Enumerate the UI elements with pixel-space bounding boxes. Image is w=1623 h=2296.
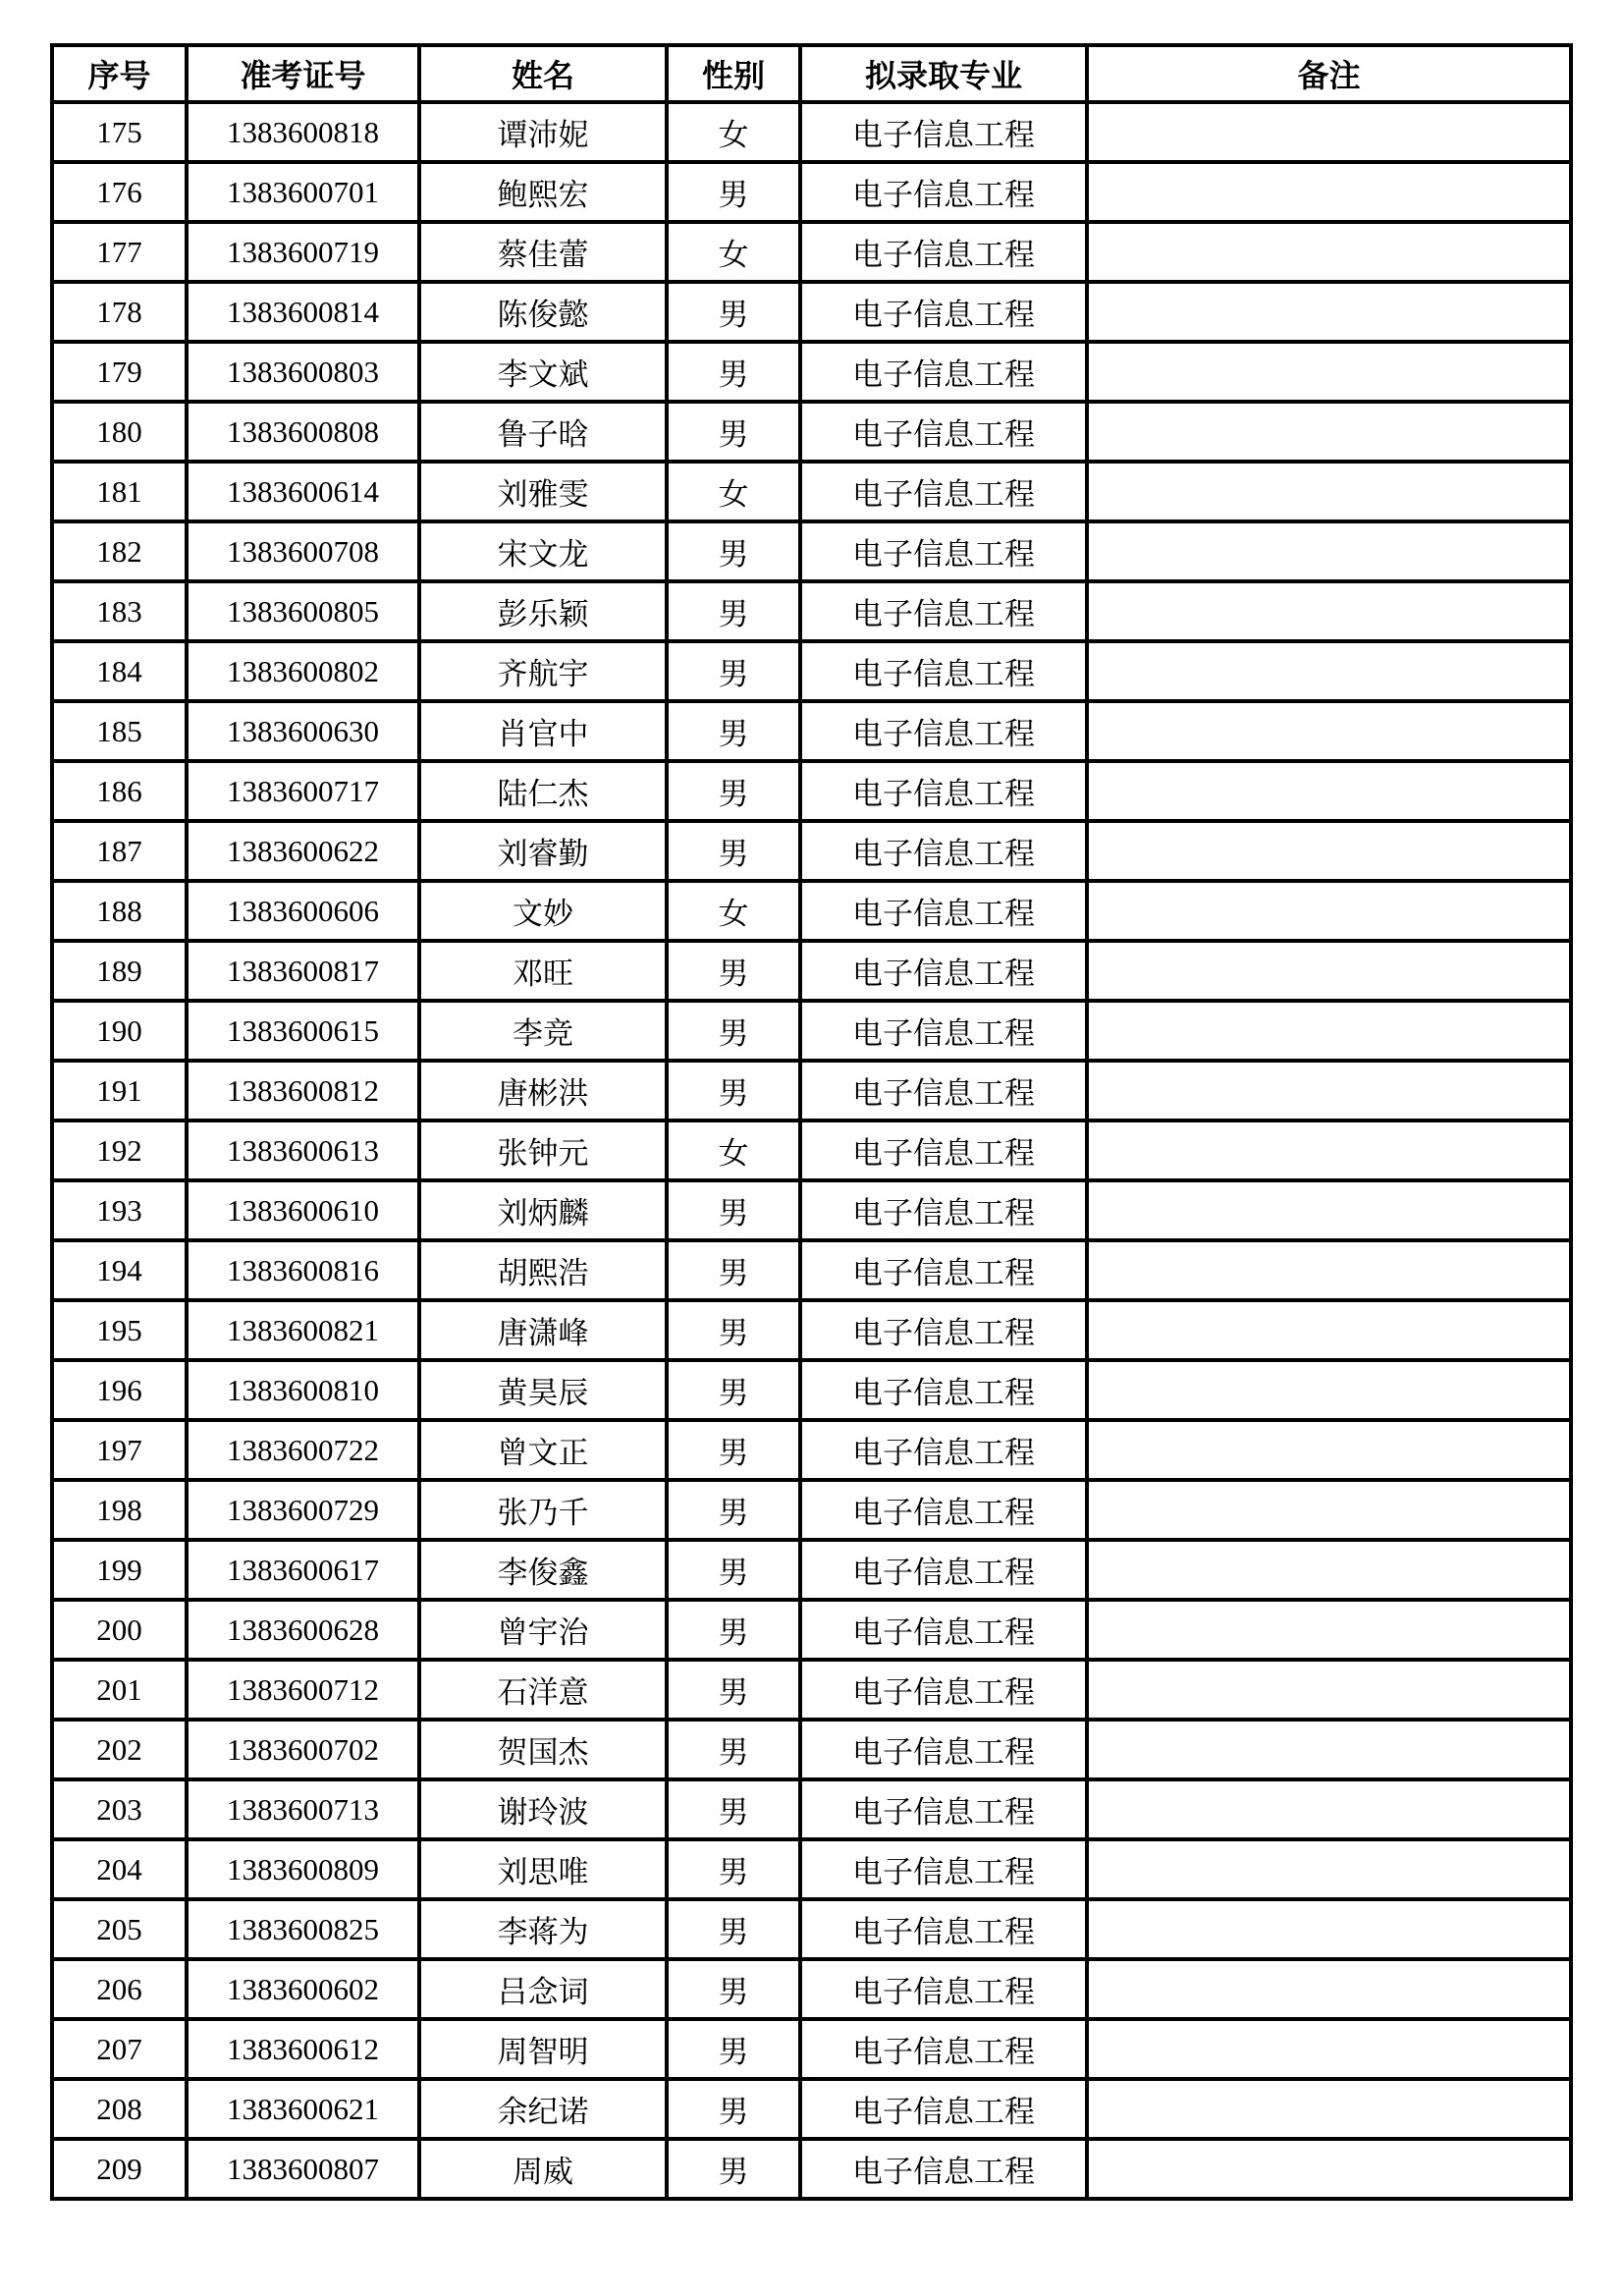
table-cell: 电子信息工程 — [800, 1180, 1087, 1240]
table-cell: 207 — [52, 2019, 187, 2079]
table-cell: 电子信息工程 — [800, 1660, 1087, 1720]
table-cell: 电子信息工程 — [800, 1720, 1087, 1779]
table-cell: 电子信息工程 — [800, 581, 1087, 641]
table-cell — [1087, 521, 1571, 581]
table-cell: 1383600810 — [187, 1360, 419, 1420]
table-cell: 男 — [667, 641, 800, 701]
table-cell: 198 — [52, 1480, 187, 1540]
table-cell: 男 — [667, 1061, 800, 1121]
table-cell: 电子信息工程 — [800, 1001, 1087, 1061]
table-cell: 周智明 — [419, 2019, 667, 2079]
table-cell: 电子信息工程 — [800, 342, 1087, 402]
table-row — [52, 402, 1571, 462]
table-cell: 183 — [52, 581, 187, 641]
table-cell — [1087, 581, 1571, 641]
table-cell: 电子信息工程 — [800, 2019, 1087, 2079]
table-cell — [1087, 941, 1571, 1001]
table-cell: 电子信息工程 — [800, 1480, 1087, 1540]
table-cell: 177 — [52, 222, 187, 282]
table-cell: 204 — [52, 1839, 187, 1899]
table-cell: 齐航宇 — [419, 641, 667, 701]
table-cell: 刘睿勤 — [419, 821, 667, 881]
table-cell: 电子信息工程 — [800, 1779, 1087, 1839]
table-row — [52, 1420, 1571, 1480]
table-cell: 189 — [52, 941, 187, 1001]
table-cell: 195 — [52, 1300, 187, 1360]
table-cell: 谭沛妮 — [419, 102, 667, 162]
table-row — [52, 641, 1571, 701]
table-cell: 1383600808 — [187, 402, 419, 462]
table-cell: 男 — [667, 1779, 800, 1839]
table-cell: 194 — [52, 1240, 187, 1300]
table-cell: 1383600719 — [187, 222, 419, 282]
table-cell: 1383600816 — [187, 1240, 419, 1300]
table-cell: 男 — [667, 2019, 800, 2079]
column-header-gender: 性别 — [667, 45, 800, 102]
table-cell: 电子信息工程 — [800, 1240, 1087, 1300]
table-cell: 男 — [667, 2139, 800, 2199]
table-row — [52, 881, 1571, 941]
table-cell: 男 — [667, 1001, 800, 1061]
table-cell: 1383600717 — [187, 761, 419, 821]
table-cell: 1383600602 — [187, 1959, 419, 2019]
table-cell: 205 — [52, 1899, 187, 1959]
table-cell: 男 — [667, 821, 800, 881]
table-row — [52, 102, 1571, 162]
table-cell — [1087, 162, 1571, 222]
table-cell: 1383600617 — [187, 1540, 419, 1600]
table-cell: 石洋意 — [419, 1660, 667, 1720]
table-cell: 男 — [667, 1180, 800, 1240]
table-cell — [1087, 1600, 1571, 1660]
table-row — [52, 1300, 1571, 1360]
table-cell: 胡熙浩 — [419, 1240, 667, 1300]
table-cell: 谢玲波 — [419, 1779, 667, 1839]
table-cell: 184 — [52, 641, 187, 701]
table-row — [52, 1660, 1571, 1720]
table-row — [52, 1001, 1571, 1061]
table-cell: 男 — [667, 402, 800, 462]
table-cell: 男 — [667, 1959, 800, 2019]
table-cell — [1087, 1001, 1571, 1061]
table-row — [52, 1540, 1571, 1600]
table-cell: 1383600818 — [187, 102, 419, 162]
table-row — [52, 1899, 1571, 1959]
table-cell — [1087, 2079, 1571, 2139]
table-cell: 175 — [52, 102, 187, 162]
table-row — [52, 821, 1571, 881]
table-cell: 193 — [52, 1180, 187, 1240]
table-row — [52, 521, 1571, 581]
table-cell: 1383600606 — [187, 881, 419, 941]
table-cell: 200 — [52, 1600, 187, 1660]
table-cell: 电子信息工程 — [800, 1061, 1087, 1121]
table-cell: 电子信息工程 — [800, 1959, 1087, 2019]
table-row — [52, 761, 1571, 821]
table-cell: 邓旺 — [419, 941, 667, 1001]
table-cell — [1087, 1180, 1571, 1240]
table-cell — [1087, 402, 1571, 462]
table-row — [52, 1360, 1571, 1420]
table-cell: 女 — [667, 462, 800, 521]
table-cell — [1087, 1121, 1571, 1180]
table-cell: 余纪诺 — [419, 2079, 667, 2139]
table-row — [52, 282, 1571, 342]
table-row — [52, 1240, 1571, 1300]
table-body — [52, 102, 1571, 2199]
table-cell: 1383600610 — [187, 1180, 419, 1240]
table-cell — [1087, 282, 1571, 342]
table-cell: 176 — [52, 162, 187, 222]
table-cell — [1087, 1540, 1571, 1600]
table-cell — [1087, 1300, 1571, 1360]
table-cell: 女 — [667, 881, 800, 941]
table-cell: 张钟元 — [419, 1121, 667, 1180]
table-row — [52, 1839, 1571, 1899]
table-cell — [1087, 761, 1571, 821]
table-row — [52, 162, 1571, 222]
table-cell: 1383600805 — [187, 581, 419, 641]
table-cell: 女 — [667, 1121, 800, 1180]
table-row — [52, 1180, 1571, 1240]
table-cell: 1383600712 — [187, 1660, 419, 1720]
table-cell: 202 — [52, 1720, 187, 1779]
table-cell: 男 — [667, 1899, 800, 1959]
table-cell — [1087, 2139, 1571, 2199]
table-cell: 1383600613 — [187, 1121, 419, 1180]
table-cell: 男 — [667, 282, 800, 342]
table-cell: 男 — [667, 1720, 800, 1779]
table-cell: 188 — [52, 881, 187, 941]
table-cell: 电子信息工程 — [800, 701, 1087, 761]
table-cell: 1383600701 — [187, 162, 419, 222]
table-cell: 曾宇治 — [419, 1600, 667, 1660]
table-row — [52, 941, 1571, 1001]
table-cell — [1087, 2019, 1571, 2079]
table-cell: 唐潇峰 — [419, 1300, 667, 1360]
table-cell: 电子信息工程 — [800, 402, 1087, 462]
table-cell: 李俊鑫 — [419, 1540, 667, 1600]
table-cell: 1383600814 — [187, 282, 419, 342]
table-cell: 男 — [667, 1360, 800, 1420]
table-cell: 鲍熙宏 — [419, 162, 667, 222]
table-cell: 178 — [52, 282, 187, 342]
table-cell: 电子信息工程 — [800, 941, 1087, 1001]
table-cell: 贺国杰 — [419, 1720, 667, 1779]
table-cell — [1087, 701, 1571, 761]
table-cell: 电子信息工程 — [800, 2139, 1087, 2199]
table-cell: 电子信息工程 — [800, 282, 1087, 342]
table-cell: 1383600817 — [187, 941, 419, 1001]
table-cell: 刘思唯 — [419, 1839, 667, 1899]
table-cell: 1383600628 — [187, 1600, 419, 1660]
table-cell: 彭乐颖 — [419, 581, 667, 641]
table-cell — [1087, 881, 1571, 941]
column-header-proposed-major: 拟录取专业 — [800, 45, 1087, 102]
table-cell: 男 — [667, 581, 800, 641]
table-cell: 男 — [667, 1540, 800, 1600]
table-cell: 吕念词 — [419, 1959, 667, 2019]
table-cell: 男 — [667, 521, 800, 581]
column-header-remarks: 备注 — [1087, 45, 1571, 102]
table-cell: 电子信息工程 — [800, 2079, 1087, 2139]
table-cell: 186 — [52, 761, 187, 821]
table-cell: 女 — [667, 222, 800, 282]
table-cell: 男 — [667, 1420, 800, 1480]
table-cell: 陈俊懿 — [419, 282, 667, 342]
table-row — [52, 1480, 1571, 1540]
table-cell: 电子信息工程 — [800, 102, 1087, 162]
table-cell: 192 — [52, 1121, 187, 1180]
table-cell: 1383600729 — [187, 1480, 419, 1540]
table-cell: 张乃千 — [419, 1480, 667, 1540]
table-row — [52, 2019, 1571, 2079]
table-cell — [1087, 1899, 1571, 1959]
table-cell: 男 — [667, 761, 800, 821]
table-cell: 刘雅雯 — [419, 462, 667, 521]
table-cell: 男 — [667, 1839, 800, 1899]
table-cell: 203 — [52, 1779, 187, 1839]
table-cell: 1383600807 — [187, 2139, 419, 2199]
table-cell — [1087, 641, 1571, 701]
table-row — [52, 342, 1571, 402]
table-cell: 208 — [52, 2079, 187, 2139]
table-cell: 文妙 — [419, 881, 667, 941]
table-row — [52, 701, 1571, 761]
table-cell — [1087, 1959, 1571, 2019]
table-header — [52, 45, 1571, 102]
table-cell — [1087, 1779, 1571, 1839]
table-cell: 蔡佳蕾 — [419, 222, 667, 282]
table-cell: 206 — [52, 1959, 187, 2019]
table-cell: 鲁子晗 — [419, 402, 667, 462]
table-cell: 1383600713 — [187, 1779, 419, 1839]
table-cell: 男 — [667, 701, 800, 761]
table-cell: 1383600812 — [187, 1061, 419, 1121]
table-cell: 187 — [52, 821, 187, 881]
table-cell: 男 — [667, 1600, 800, 1660]
table-cell: 电子信息工程 — [800, 881, 1087, 941]
table-cell: 191 — [52, 1061, 187, 1121]
table-row — [52, 581, 1571, 641]
table-cell: 1383600614 — [187, 462, 419, 521]
table-cell: 肖官中 — [419, 701, 667, 761]
table-row — [52, 1959, 1571, 2019]
table-cell: 电子信息工程 — [800, 1420, 1087, 1480]
table-cell: 曾文正 — [419, 1420, 667, 1480]
table-cell: 1383600612 — [187, 2019, 419, 2079]
table-cell — [1087, 1480, 1571, 1540]
table-cell: 男 — [667, 2079, 800, 2139]
table-header-row — [52, 45, 1571, 102]
table-cell — [1087, 1420, 1571, 1480]
table-cell: 201 — [52, 1660, 187, 1720]
table-cell: 电子信息工程 — [800, 1121, 1087, 1180]
table-cell: 电子信息工程 — [800, 162, 1087, 222]
table-cell: 电子信息工程 — [800, 521, 1087, 581]
table-row — [52, 1121, 1571, 1180]
table-cell — [1087, 462, 1571, 521]
table-cell — [1087, 1720, 1571, 1779]
table-cell: 男 — [667, 162, 800, 222]
column-header-exam-id: 准考证号 — [187, 45, 419, 102]
table-cell — [1087, 821, 1571, 881]
table-cell: 1383600615 — [187, 1001, 419, 1061]
table-cell: 180 — [52, 402, 187, 462]
table-cell: 1383600621 — [187, 2079, 419, 2139]
table-cell: 电子信息工程 — [800, 821, 1087, 881]
column-header-name: 姓名 — [419, 45, 667, 102]
table-cell: 1383600630 — [187, 701, 419, 761]
table-cell: 电子信息工程 — [800, 222, 1087, 282]
table-cell: 电子信息工程 — [800, 761, 1087, 821]
table-cell — [1087, 1839, 1571, 1899]
table-cell: 1383600702 — [187, 1720, 419, 1779]
table-cell: 男 — [667, 342, 800, 402]
table-row — [52, 1779, 1571, 1839]
table-cell: 宋文龙 — [419, 521, 667, 581]
table-row — [52, 222, 1571, 282]
table-cell: 刘炳麟 — [419, 1180, 667, 1240]
table-cell: 电子信息工程 — [800, 1300, 1087, 1360]
table-cell — [1087, 222, 1571, 282]
table-cell: 1383600802 — [187, 641, 419, 701]
table-cell: 女 — [667, 102, 800, 162]
table-cell: 181 — [52, 462, 187, 521]
table-cell: 周威 — [419, 2139, 667, 2199]
table-cell: 李竞 — [419, 1001, 667, 1061]
table-cell: 电子信息工程 — [800, 1540, 1087, 1600]
table-cell: 1383600708 — [187, 521, 419, 581]
table-cell: 182 — [52, 521, 187, 581]
table-cell: 电子信息工程 — [800, 462, 1087, 521]
table-cell: 男 — [667, 1240, 800, 1300]
table-cell: 179 — [52, 342, 187, 402]
table-cell: 1383600821 — [187, 1300, 419, 1360]
table-cell: 1383600622 — [187, 821, 419, 881]
table-cell: 199 — [52, 1540, 187, 1600]
table-cell: 197 — [52, 1420, 187, 1480]
table-cell — [1087, 1660, 1571, 1720]
table-row — [52, 1600, 1571, 1660]
table-row — [52, 2079, 1571, 2139]
table-cell: 陆仁杰 — [419, 761, 667, 821]
table-cell: 1383600722 — [187, 1420, 419, 1480]
column-header-serial-number: 序号 — [52, 45, 187, 102]
admission-roster-table — [50, 43, 1573, 2201]
table-cell: 190 — [52, 1001, 187, 1061]
table-cell: 男 — [667, 1480, 800, 1540]
table-cell: 李文斌 — [419, 342, 667, 402]
table-cell: 电子信息工程 — [800, 1899, 1087, 1959]
table-row — [52, 2139, 1571, 2199]
table-cell: 185 — [52, 701, 187, 761]
table-cell: 电子信息工程 — [800, 1600, 1087, 1660]
table-cell — [1087, 102, 1571, 162]
table-row — [52, 1061, 1571, 1121]
table-cell: 209 — [52, 2139, 187, 2199]
table-cell: 196 — [52, 1360, 187, 1420]
table-cell — [1087, 1061, 1571, 1121]
table-cell: 男 — [667, 1660, 800, 1720]
table-cell: 1383600825 — [187, 1899, 419, 1959]
table-cell: 电子信息工程 — [800, 1360, 1087, 1420]
table-cell: 男 — [667, 941, 800, 1001]
table-cell: 男 — [667, 1300, 800, 1360]
table-cell — [1087, 342, 1571, 402]
table-cell: 唐彬洪 — [419, 1061, 667, 1121]
table-cell: 电子信息工程 — [800, 1839, 1087, 1899]
table-cell: 李蒋为 — [419, 1899, 667, 1959]
table-row — [52, 462, 1571, 521]
table-row — [52, 1720, 1571, 1779]
table-cell: 1383600803 — [187, 342, 419, 402]
table-cell — [1087, 1240, 1571, 1300]
table-cell — [1087, 1360, 1571, 1420]
table-cell: 黄昊辰 — [419, 1360, 667, 1420]
table-cell: 电子信息工程 — [800, 641, 1087, 701]
table-cell: 1383600809 — [187, 1839, 419, 1899]
